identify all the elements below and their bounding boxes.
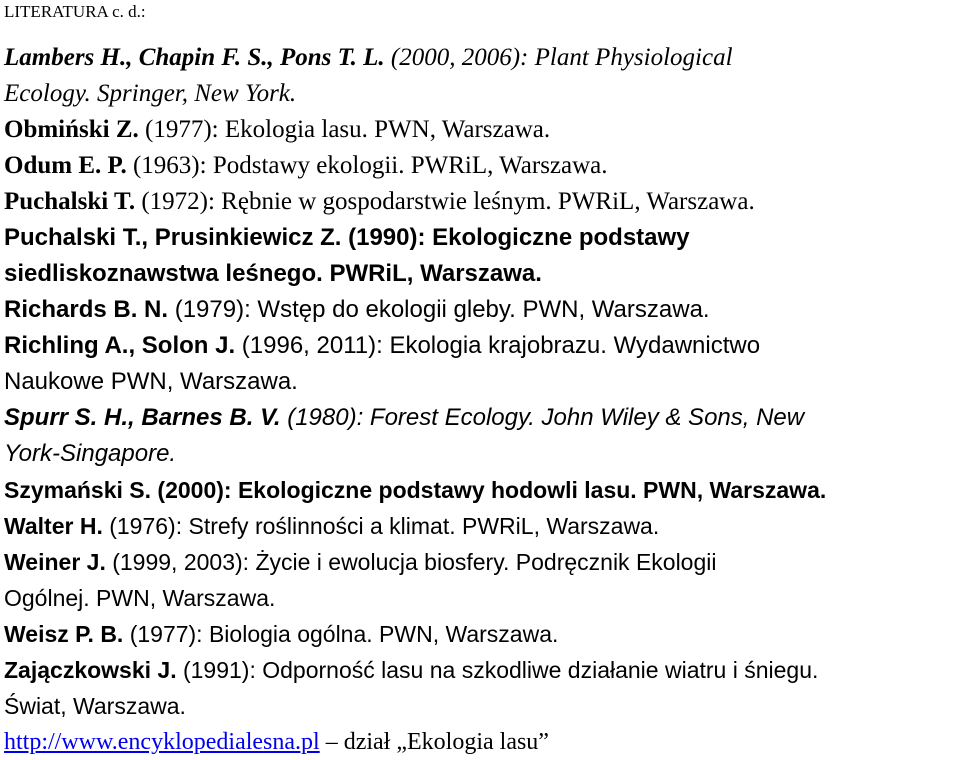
reference-web-link	[4, 724, 960, 760]
reference-details: (1977): Ekologia lasu. PWN, Warszawa.	[138, 116, 551, 143]
reference-details: (2000, 2006): Plant Physiological	[384, 44, 733, 71]
reference-details: (1980): Forest Ecology. John Wiley & Sons, New	[280, 404, 805, 431]
reference-details: (1976): Strefy roślinności a klimat. PWRiL, Warszawa.	[102, 513, 660, 539]
reference-authors: Richling A., Solon J.	[4, 332, 236, 359]
reference-authors: Szymański S.	[4, 477, 152, 503]
reference-spurr-line-2	[4, 436, 960, 472]
reference-puchalski-1990-line-2	[4, 256, 960, 292]
reference-weisz	[4, 616, 960, 652]
encyclopedia-link[interactable]: http://www.encyklopedialesna.pl	[4, 729, 320, 755]
reference-details: (1999, 2003): Życie i ewolucja biosfery. Podręcznik Ekologii	[105, 549, 717, 575]
link-description: – dział „Ekologia lasu”	[319, 729, 549, 755]
reference-authors: Puchalski T.	[4, 188, 136, 215]
reference-lambers-line-1	[4, 40, 960, 76]
reference-zajaczkowski-line-1	[4, 652, 960, 688]
reference-weiner-line-1	[4, 544, 960, 580]
reference-authors: Walter H.	[4, 513, 103, 539]
reference-richards	[4, 292, 960, 328]
reference-zajaczkowski-line-2	[4, 688, 960, 724]
reference-authors: Odum E. P.	[4, 152, 127, 179]
reference-details: Ogólnej. PWN, Warszawa.	[4, 585, 276, 611]
reference-details: (1979): Wstęp do ekologii gleby. PWN, Warszawa.	[168, 296, 710, 323]
reference-details: (1977): Biologia ogólna. PWN, Warszawa.	[123, 621, 559, 647]
reference-weiner-line-2	[4, 580, 960, 616]
reference-szymanski	[4, 472, 960, 508]
reference-puchalski-1972	[4, 184, 960, 220]
reference-authors: Spurr S. H., Barnes B. V.	[4, 404, 281, 431]
reference-odum	[4, 148, 960, 184]
reference-details: York-Singapore.	[4, 440, 177, 467]
reference-authors: Puchalski T., Prusinkiewicz Z.	[4, 224, 342, 251]
reference-details: siedliskoznawstwa leśnego. PWRiL, Warszawa.	[4, 260, 542, 287]
reference-spurr-line-1	[4, 400, 960, 436]
reference-obminski	[4, 112, 960, 148]
reference-details: Naukowe PWN, Warszawa.	[4, 368, 298, 395]
reference-details: Świat, Warszawa.	[4, 693, 186, 719]
reference-puchalski-1990-line-1	[4, 220, 960, 256]
reference-authors: Lambers H., Chapin F. S., Pons T. L.	[4, 44, 385, 71]
reference-details: (1991): Odporność lasu na szkodliwe działanie wiatru i śniegu.	[176, 657, 819, 683]
reference-details: (2000): Ekologiczne podstawy hodowli lasu. PWN, Warszawa.	[151, 477, 827, 503]
reference-richling-line-1	[4, 328, 960, 364]
reference-details: (1972): Rębnie w gospodarstwie leśnym. PWRiL, Warszawa.	[135, 188, 755, 215]
reference-details: (1990): Ekologiczne podstawy	[341, 224, 690, 251]
page-header: LITERATURA c. d.:	[4, 2, 146, 21]
reference-details: (1963): Podstawy ekologii. PWRiL, Warszawa.	[126, 152, 608, 179]
reference-list	[4, 40, 960, 760]
reference-authors: Weisz P. B.	[4, 621, 124, 647]
reference-details: (1996, 2011): Ekologia krajobrazu. Wydawnictwo	[235, 332, 761, 359]
reference-authors: Obmiński Z.	[4, 116, 139, 143]
reference-authors: Richards B. N.	[4, 296, 169, 323]
reference-authors: Weiner J.	[4, 549, 106, 575]
reference-lambers-line-2	[4, 76, 960, 112]
reference-walter	[4, 508, 960, 544]
reference-richling-line-2	[4, 364, 960, 400]
reference-details: Ecology. Springer, New York.	[4, 80, 297, 107]
reference-authors: Zajączkowski J.	[4, 657, 177, 683]
